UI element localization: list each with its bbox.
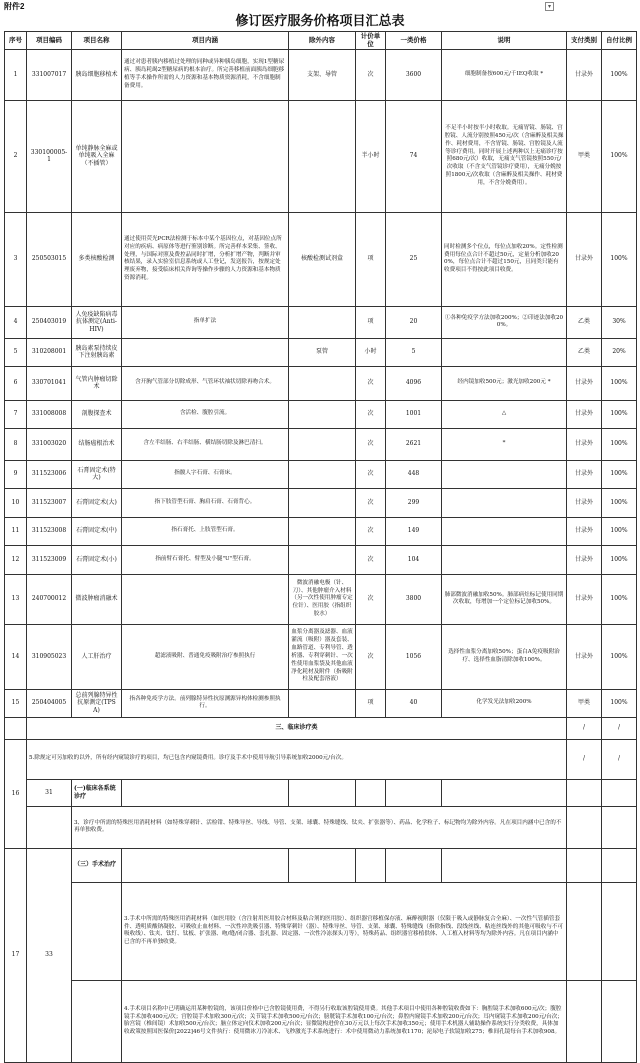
cell-code: 330100005-1 (27, 100, 72, 212)
cell-content: 通过对患者胰内移植过处理的同种或异种胰岛细胞，实现1型糖尿病、胰岛耗竭2型糖尿病的根本治疗。所完善移植前面胰岛细胞移植等手术操作所需的人力资源和基本物质资源消耗，不含细胞制备费用。 (122, 49, 289, 100)
table-row (5, 100, 637, 212)
table-row (5, 689, 637, 717)
cell-price: 3600 (386, 49, 442, 100)
blank-cell (442, 779, 567, 806)
cell-unit: 次 (356, 545, 386, 574)
cell-exclude: 泵管 (289, 338, 356, 366)
cell-note: ①各种免疫学方法加收200%；②印迹法加收200%。 (442, 306, 567, 338)
cell-content: 指单扩法 (122, 306, 289, 338)
header-row (5, 32, 637, 50)
header-unit: 计价单位 (356, 32, 386, 50)
blank-cell (289, 779, 356, 806)
blank-cell (289, 848, 356, 882)
cell-ratio: 100% (602, 49, 637, 100)
cell-code: 250403019 (27, 306, 72, 338)
cell-name: 多类核酸检测 (72, 212, 122, 306)
dropdown-arrow-icon[interactable]: ▾ (545, 2, 554, 11)
cell-price: 20 (386, 306, 442, 338)
table-row (5, 882, 637, 980)
sub-no: 33 (27, 848, 72, 1062)
cell-pay: 甘录外 (567, 212, 602, 306)
blank-cell (567, 779, 602, 806)
cell-no: 17 (5, 848, 27, 1062)
cell-no: 1 (5, 49, 27, 100)
cell-code: 311523008 (27, 517, 72, 545)
cell-price: 25 (386, 212, 442, 306)
table-row (5, 428, 637, 460)
cell-content (122, 574, 289, 624)
blank-cell (122, 779, 289, 806)
cell-no: 6 (5, 366, 27, 400)
cell-code: 310905023 (27, 624, 72, 689)
cell-unit: 次 (356, 624, 386, 689)
cell-no: 5 (5, 338, 27, 366)
cell-no: 16 (5, 739, 27, 848)
cell-ratio: 100% (602, 517, 637, 545)
cell-exclude: 支架、导管 (289, 49, 356, 100)
cell-note (442, 488, 567, 517)
cell-note: △ (442, 400, 567, 428)
cell-unit: 项 (356, 689, 386, 717)
blank-cell (567, 848, 602, 882)
cell-unit: 次 (356, 49, 386, 100)
cell-ratio: 100% (602, 400, 637, 428)
blank-cell (356, 779, 386, 806)
cell-pay: 甲类 (567, 100, 602, 212)
table-row (5, 739, 637, 779)
cell-content: 指石膏托、上肢管型石膏。 (122, 517, 289, 545)
cell-name: 总前列腺特异性抗原测定(TPSA) (72, 689, 122, 717)
table-row (5, 488, 637, 517)
header-note: 说明 (442, 32, 567, 50)
cell-no: 4 (5, 306, 27, 338)
cell-exclude (289, 488, 356, 517)
cell-note: * (442, 428, 567, 460)
table-row (5, 306, 637, 338)
cell-no: 14 (5, 624, 27, 689)
cell-pay: / (567, 739, 602, 779)
cell-exclude (289, 306, 356, 338)
cell-no: 3 (5, 212, 27, 306)
cell-price: 2621 (386, 428, 442, 460)
cell-ratio: 20% (602, 338, 637, 366)
blank-cell (386, 779, 442, 806)
blank-cell (5, 717, 27, 739)
cell-no: 15 (5, 689, 27, 717)
section-header-row (5, 717, 637, 739)
page-title: 修订医疗服务价格项目汇总表 (235, 14, 405, 29)
cell-content: 通过使用荧光PCR法检测于标本中某个基因位点，对基因位点所对应的疾病、病原体等进行鉴别诊断。所完善样本采集、签收、处理，与国际对照及费控品同时扩增，分析扩增产物，判断并审核结果，录入实验室信息系统或人工登记，发送报告，按规定处理废弃物，接受临床相关咨询等操作步骤的人力资源和基本物质资源消耗。 (122, 212, 289, 306)
cell-unit: 项 (356, 306, 386, 338)
cell-no: 11 (5, 517, 27, 545)
note-text: 3.手术中所需的特殊医用消耗材料（如医用胶（含注射用医用胶合材料及粘合剂的医用胶）、组织器官移植保存液、麻醉视附器（仅限于吸入或静脉复合全麻）、一次性气管插管套件、透明质酸钠凝胶、可吸收止血材料、一次性冲洗吸引器、特殊穿刺针（器）、特殊导丝、导管、支架、球囊、特殊缝线（指除指线、段线丝线、粘连丝线外的其他可吸收与不可吸收线）、钛夹、钛钉、钛板、扩张器、吻/缝/闭合器、套扎器、固定器、一次性冷冻探头刀等），特殊药品、组织器官移植供体、人工植入材料等均为除外内容。凡在项目内涵中已含的不再单独收费。 (122, 882, 567, 980)
table-row (5, 517, 637, 545)
cell-content: 指前臂石膏托、臂型及小腿"U"型石膏。 (122, 545, 289, 574)
cell-ratio: 100% (602, 428, 637, 460)
cell-no: 2 (5, 100, 27, 212)
cell-content: 指髋人字石膏、石膏床。 (122, 460, 289, 488)
cell-name: 石膏固定术(小) (72, 545, 122, 574)
cell-code: 330701041 (27, 366, 72, 400)
cell-name: 石膏固定术(大) (72, 488, 122, 517)
cell-exclude (289, 428, 356, 460)
cell-name: 人免疫缺陷病毒抗体测定(Anti-HIV) (72, 306, 122, 338)
cell-unit: 项 (356, 212, 386, 306)
table-row (5, 545, 637, 574)
table-row (5, 212, 637, 306)
note-text: 5.除规定可另加收的以外，所有经内窥镜诊疗的项目，均已包含内窥镜费用。诊疗及手术中使用导航引导系统加收2000元/台次。 (27, 739, 567, 779)
cell-price: 448 (386, 460, 442, 488)
blank-cell (27, 806, 72, 848)
cell-ratio: 100% (602, 212, 637, 306)
cell-name: 人工肝治疗 (72, 624, 122, 689)
blank-cell (72, 980, 122, 1062)
attachment-label: 附件2 (4, 2, 25, 11)
cell-price: 1001 (386, 400, 442, 428)
cell-pay: 乙类 (567, 306, 602, 338)
cell-code: 250404005 (27, 689, 72, 717)
cell-name: 微波肿瘤消融术 (72, 574, 122, 624)
cell-unit: 次 (356, 400, 386, 428)
cell-unit: 次 (356, 366, 386, 400)
header-ratio: 自付比例 (602, 32, 637, 50)
blank-cell (122, 848, 289, 882)
cell-exclude: 微波消融电极（针、刀）、其他肿瘤介入材料（另一次性使用肿瘤专定位针）、医用胶（指组织胶水） (289, 574, 356, 624)
cell-name: 胰岛细胞移植术 (72, 49, 122, 100)
cell-code: 311523006 (27, 460, 72, 488)
table-row (5, 980, 637, 1062)
table-row (5, 366, 637, 400)
cell-ratio: 30% (602, 306, 637, 338)
cell-exclude (289, 460, 356, 488)
cell-code: 311523007 (27, 488, 72, 517)
blank-cell (602, 806, 637, 848)
table-row (5, 806, 637, 848)
cell-exclude: 血浆分离器及滤器、血液灌流（吸附）器及套装、血路管道、专利导管、透析器、专利穿刺针、一次性使用血浆袋及其他血液净化耗材及附件（指吸附柱及配套溶液） (289, 624, 356, 689)
cell-exclude (289, 366, 356, 400)
price-table (4, 31, 637, 1063)
cell-ratio: 100% (602, 100, 637, 212)
cell-exclude: 核酸检测试剂盒 (289, 212, 356, 306)
cell-unit: 次 (356, 428, 386, 460)
table-row (5, 400, 637, 428)
cell-no: 13 (5, 574, 27, 624)
note-text: 3、诊疗中所需的特殊医用消耗材料（如特殊穿刺针、活检钳、特殊导丝、导线、导管、支架、球囊、特殊缝线、钛夹、扩张器等）、药品、化学粒子、标记物均为除外内容。凡在项目内涵中已含的不再单独收费。 (72, 806, 567, 848)
sub-name: （三）手术治疗 (72, 848, 122, 882)
blank-cell (386, 848, 442, 882)
cell-ratio: 100% (602, 545, 637, 574)
table-row (5, 338, 637, 366)
cell-code: 331007017 (27, 49, 72, 100)
table-row (5, 624, 637, 689)
cell-unit: 次 (356, 574, 386, 624)
cell-content: 含开胸气管部分切除成形、气管环状袖状切除再吻合术。 (122, 366, 289, 400)
cell-exclude (289, 517, 356, 545)
header-code: 项目编码 (27, 32, 72, 50)
cell-name: 单纯静脉全麻或单纯吸入全麻（不插管） (72, 100, 122, 212)
cell-code: 310208001 (27, 338, 72, 366)
cell-price: 299 (386, 488, 442, 517)
cell-name: 结肠癌根治术 (72, 428, 122, 460)
cell-price: 1056 (386, 624, 442, 689)
cell-code: 331008008 (27, 400, 72, 428)
blank-cell (602, 779, 637, 806)
cell-unit: 次 (356, 488, 386, 517)
blank-cell (602, 882, 637, 980)
cell-code: 240700012 (27, 574, 72, 624)
header-price: 一类价格 (386, 32, 442, 50)
section-title: 三、临床诊疗类 (27, 717, 567, 739)
cell-code: 331003020 (27, 428, 72, 460)
cell-content: 含左半结肠、右半结肠、横结肠切除及淋巴清扫。 (122, 428, 289, 460)
cell-note: 同时检测多个位点，每位点加收20%。定性检测费用每位点合计不超过50元，定量分析加收200%，每位点合计不超过150元，且同类只能有收费项目不得按此项目收费。 (442, 212, 567, 306)
sub-no: 31 (27, 779, 72, 806)
header-name: 项目名称 (72, 32, 122, 50)
blank-cell (567, 882, 602, 980)
cell-name: 气管内肿瘤切除术 (72, 366, 122, 400)
cell-price: 149 (386, 517, 442, 545)
cell-pay: 甘录外 (567, 574, 602, 624)
cell-note (442, 460, 567, 488)
note-text: 4.手术项目名称中已明确运用某种腔镜的，该项目价格中已含腔镜使用费，不得另行收取该腔镜使用费。其他手术项目中使用各种腔镜收费如下：胸腔镜手术加收600元/次；腹腔镜手术加收400元/次；宫腔镜手术加收300元/次；关节镜手术加收500元/台次；膀胱镜手术加收100元/台次；鼻腔内窥镜手术加收200元/台次；耳内窥镜手术加收200元/台次；胎宫镜（椎间镜）术加收500元/台次；脑立体定向仪术加收200元/台次；显微镜构进价在30万元以上每次手术加收350元；使用手术机器人辅助操作系统实行分类收费，具体加收政策按照国医保价[2022]46号文件执行：使用微冰刀冷冻术、飞秒激光手术系统进行：术中使用微动力系统加收1170；泌尿电子软镜加收275；椎间孔镜每台手术加收908。 (122, 980, 567, 1062)
blank-cell (567, 806, 602, 848)
cell-code: 250503015 (27, 212, 72, 306)
cell-ratio (602, 980, 637, 1062)
cell-ratio: 100% (602, 366, 637, 400)
cell-pay: 甘录外 (567, 517, 602, 545)
header-content: 项目内涵 (122, 32, 289, 50)
cell-code: 311523009 (27, 545, 72, 574)
top-bar (0, 0, 640, 13)
cell-price: 5 (386, 338, 442, 366)
cell-pay (567, 980, 602, 1062)
cell-pay: 甘录外 (567, 488, 602, 517)
cell-note: 化学发光法加收200% (442, 689, 567, 717)
cell-exclude (289, 100, 356, 212)
cell-unit: 半小时 (356, 100, 386, 212)
cell-unit: 次 (356, 517, 386, 545)
cell-content (122, 338, 289, 366)
cell-note (442, 338, 567, 366)
cell-no: 10 (5, 488, 27, 517)
cell-note: 经内镜加收500元；激光加收200元 * (442, 366, 567, 400)
cell-ratio: / (602, 739, 637, 779)
cell-unit: 小时 (356, 338, 386, 366)
cell-content: 超滤液吸附、普通免疫吸附治疗参照执行 (122, 624, 289, 689)
cell-content: 含活检、腹腔引流。 (122, 400, 289, 428)
cell-note (442, 545, 567, 574)
table-row (5, 574, 637, 624)
cell-content: 指下肢管型石膏、胸肩石膏、石膏背心。 (122, 488, 289, 517)
cell-price: 74 (386, 100, 442, 212)
cell-pay: / (567, 717, 602, 739)
sub-name: (一)临床各系统诊疗 (72, 779, 122, 806)
cell-no: 7 (5, 400, 27, 428)
cell-price: 4096 (386, 366, 442, 400)
cell-ratio: / (602, 717, 637, 739)
cell-no: 9 (5, 460, 27, 488)
cell-pay: 甘录外 (567, 460, 602, 488)
cell-note (442, 517, 567, 545)
cell-ratio: 100% (602, 624, 637, 689)
cell-note: 不足半小时按半小时收取。无痛胃镜、肠镜、宫腔镜、人流分别按照450元/次（含麻醉及相关操作、耗材费用，不含胃镜、肠镜、宫腔镜及人流等诊疗费用。同时开展上述两种以上无痛诊疗按照680元/次）收取，无痛支气管镜按照550元/次收取（不含支气管镜诊疗费用），无痛分娩按照1800元/次收取（含麻醉及相关操作、耗材费用，不含分娩费用）。 (442, 100, 567, 212)
blank-cell (602, 848, 637, 882)
header-no: 序号 (5, 32, 27, 50)
cell-pay: 甘录外 (567, 624, 602, 689)
table-row (5, 460, 637, 488)
table-row (5, 779, 637, 806)
cell-unit: 次 (356, 460, 386, 488)
cell-pay: 甘录外 (567, 545, 602, 574)
cell-price: 3800 (386, 574, 442, 624)
cell-name: 剖腹探查术 (72, 400, 122, 428)
blank-cell (72, 882, 122, 980)
cell-pay: 甘录外 (567, 428, 602, 460)
cell-note: 选择性血浆分离加收50%；蛋白A免疫吸附治疗、选择性血脂清除加收100%。 (442, 624, 567, 689)
blank-cell (442, 848, 567, 882)
header-pay: 支付类别 (567, 32, 602, 50)
cell-pay: 甘录外 (567, 400, 602, 428)
cell-content: 指各种免疫学方法。前列腺特异性抗原测源异构体检测参照执行。 (122, 689, 289, 717)
cell-exclude (289, 400, 356, 428)
cell-ratio: 100% (602, 460, 637, 488)
cell-name: 石膏固定术(中) (72, 517, 122, 545)
blank-cell (356, 848, 386, 882)
cell-no: 8 (5, 428, 27, 460)
cell-ratio: 100% (602, 689, 637, 717)
cell-name: 胰岛素泵持续皮下注射胰岛素 (72, 338, 122, 366)
cell-ratio: 100% (602, 488, 637, 517)
table-row (5, 848, 637, 882)
cell-price: 40 (386, 689, 442, 717)
cell-note: 肺部微波消融加收50%。肺部病灶标记使用同期次收取，每增加一个定位标记加收50%。 (442, 574, 567, 624)
cell-price: 104 (386, 545, 442, 574)
cell-no: 12 (5, 545, 27, 574)
cell-exclude (289, 545, 356, 574)
cell-pay: 甲类 (567, 689, 602, 717)
cell-pay: 乙类 (567, 338, 602, 366)
cell-note: 细胞制备按600元/千IEQ收取 * (442, 49, 567, 100)
cell-content (122, 100, 289, 212)
cell-pay: 甘录外 (567, 49, 602, 100)
table-row (5, 49, 637, 100)
cell-exclude (289, 689, 356, 717)
header-exclude: 除外内容 (289, 32, 356, 50)
cell-name: 石膏固定术(特大) (72, 460, 122, 488)
cell-pay: 甘录外 (567, 366, 602, 400)
cell-ratio: 100% (602, 574, 637, 624)
